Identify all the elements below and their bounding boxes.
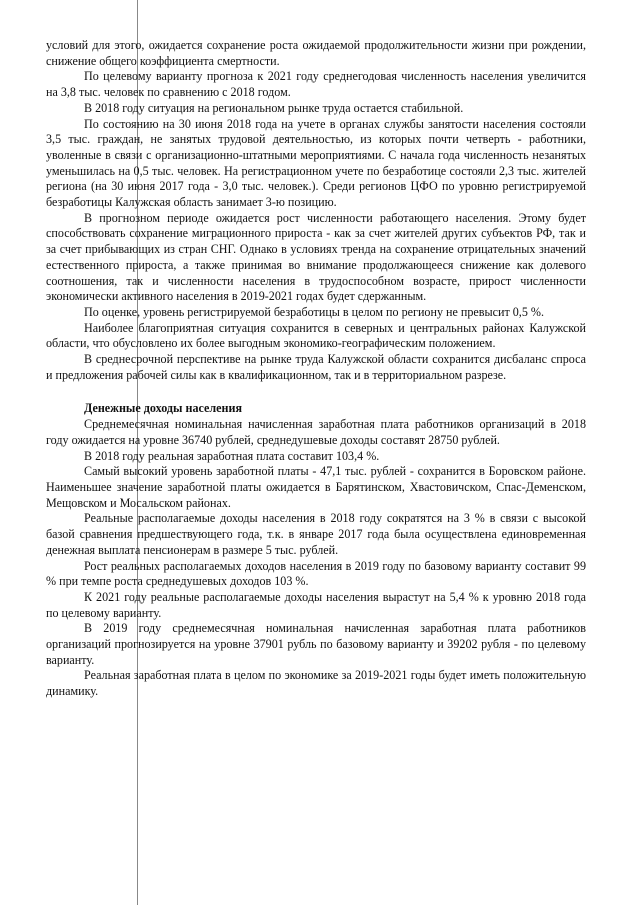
paragraph: Реальная заработная плата в целом по экономике за 2019-2021 годы будет иметь положительную динамику. [46, 668, 586, 699]
paragraph: В 2018 году ситуация на региональном рынке труда остается стабильной. [84, 100, 464, 115]
document-body [46, 38, 586, 700]
section-heading: Денежные доходы населения [84, 401, 243, 416]
paragraph: Реальные располагаемые доходы населения в 2018 году сократятся на 3 % в связи с высокой базой сравнения предшествующего года, т.к. в январе 2017 года была осуществлена единовременная денежная выплата пенсионерам в размере 5 тыс. рублей. [46, 511, 586, 557]
paragraph: Наиболее благоприятная ситуация сохранится в северных и центральных районах Калужской области, что обусловлено их более выгодным экономико-географическим положением. [46, 320, 586, 351]
paragraph: условий для этого, ожидается сохранение роста ожидаемой продолжительности жизни при рождении, снижение общего коэффициента смертности. [46, 38, 586, 68]
paragraph: По оценке, уровень регистрируемой безработицы в целом по региону не превысит 0,5 %. [84, 304, 544, 319]
paragraph: К 2021 году реальные располагаемые доходы населения вырастут на 5,4 % к уровню 2018 года по целевому варианту. [46, 589, 586, 620]
paragraph: В 2018 году реальная заработная плата составит 103,4 %. [84, 448, 380, 463]
paragraph: По целевому варианту прогноза к 2021 году среднегодовая численность населения увеличится на 3,8 тыс. человек по сравнению с 2018 годом. [46, 69, 586, 100]
paragraph: Самый высокий уровень заработной платы - 47,1 тыс. рублей - сохранится в Боровском районе. Наименьшее значение заработной платы ожидается в Барятинском, Хвастовичском, Спас-Деменском, Мещовском и Мосальском районах. [46, 464, 586, 510]
paragraph: Среднемесячная номинальная начисленная заработная плата работников организаций в 2018 году ожидается на уровне 36740 рублей, среднедушевые доходы составят 28750 рублей. [46, 417, 586, 447]
paragraph: В среднесрочной перспективе на рынке труда Калужской области сохранится дисбаланс спроса и предложения рабочей силы как в квалификационном, так и в территориальном разрезе. [46, 352, 586, 382]
paragraph: Рост реальных располагаемых доходов населения в 2019 году по базовому варианту составит 99 % при темпе роста среднедушевых доходов 103 %. [46, 558, 586, 589]
paragraph: В 2019 году среднемесячная номинальная начисленная заработная плата работников организаций прогнозируется на уровне 37901 рубль по базовому варианту и 39202 рубля - по целевому варианту. [46, 621, 586, 667]
paragraph: В прогнозном периоде ожидается рост численности работающего населения. Этому будет способствовать сохранение миграционного прироста - как за счет жителей других субъектов РФ, так и за счет прибывающих из стран СНГ. Однако в условиях тренда на сохранение отрицательных значений естественного прироста, а также принимая во внимание продолжающееся снижение как долевого соотношения, так и численности населения в трудоспособном возрасте, прирост численности экономически активного населения в 2019-2021 годах будет сдержанным. [46, 210, 586, 304]
paragraph: По состоянию на 30 июня 2018 года на учете в органах службы занятости населения состояли 3,5 тыс. граждан, не занятых трудовой деятельностью, из которых почти четверть - работники, уволенные в связи с организационно-штатными мероприятиями. С начала года численность незанятых уменьшилась на 0,5 тыс. человек. На регистрационном учете по безработице состояли 2,3 тыс. жителей региона (на 30 июня 2017 года - 3,0 тыс. человек.). Среди регионов ЦФО по уровню регистрируемой безработицы Калужская область занимает 3-ю позицию. [46, 116, 586, 210]
